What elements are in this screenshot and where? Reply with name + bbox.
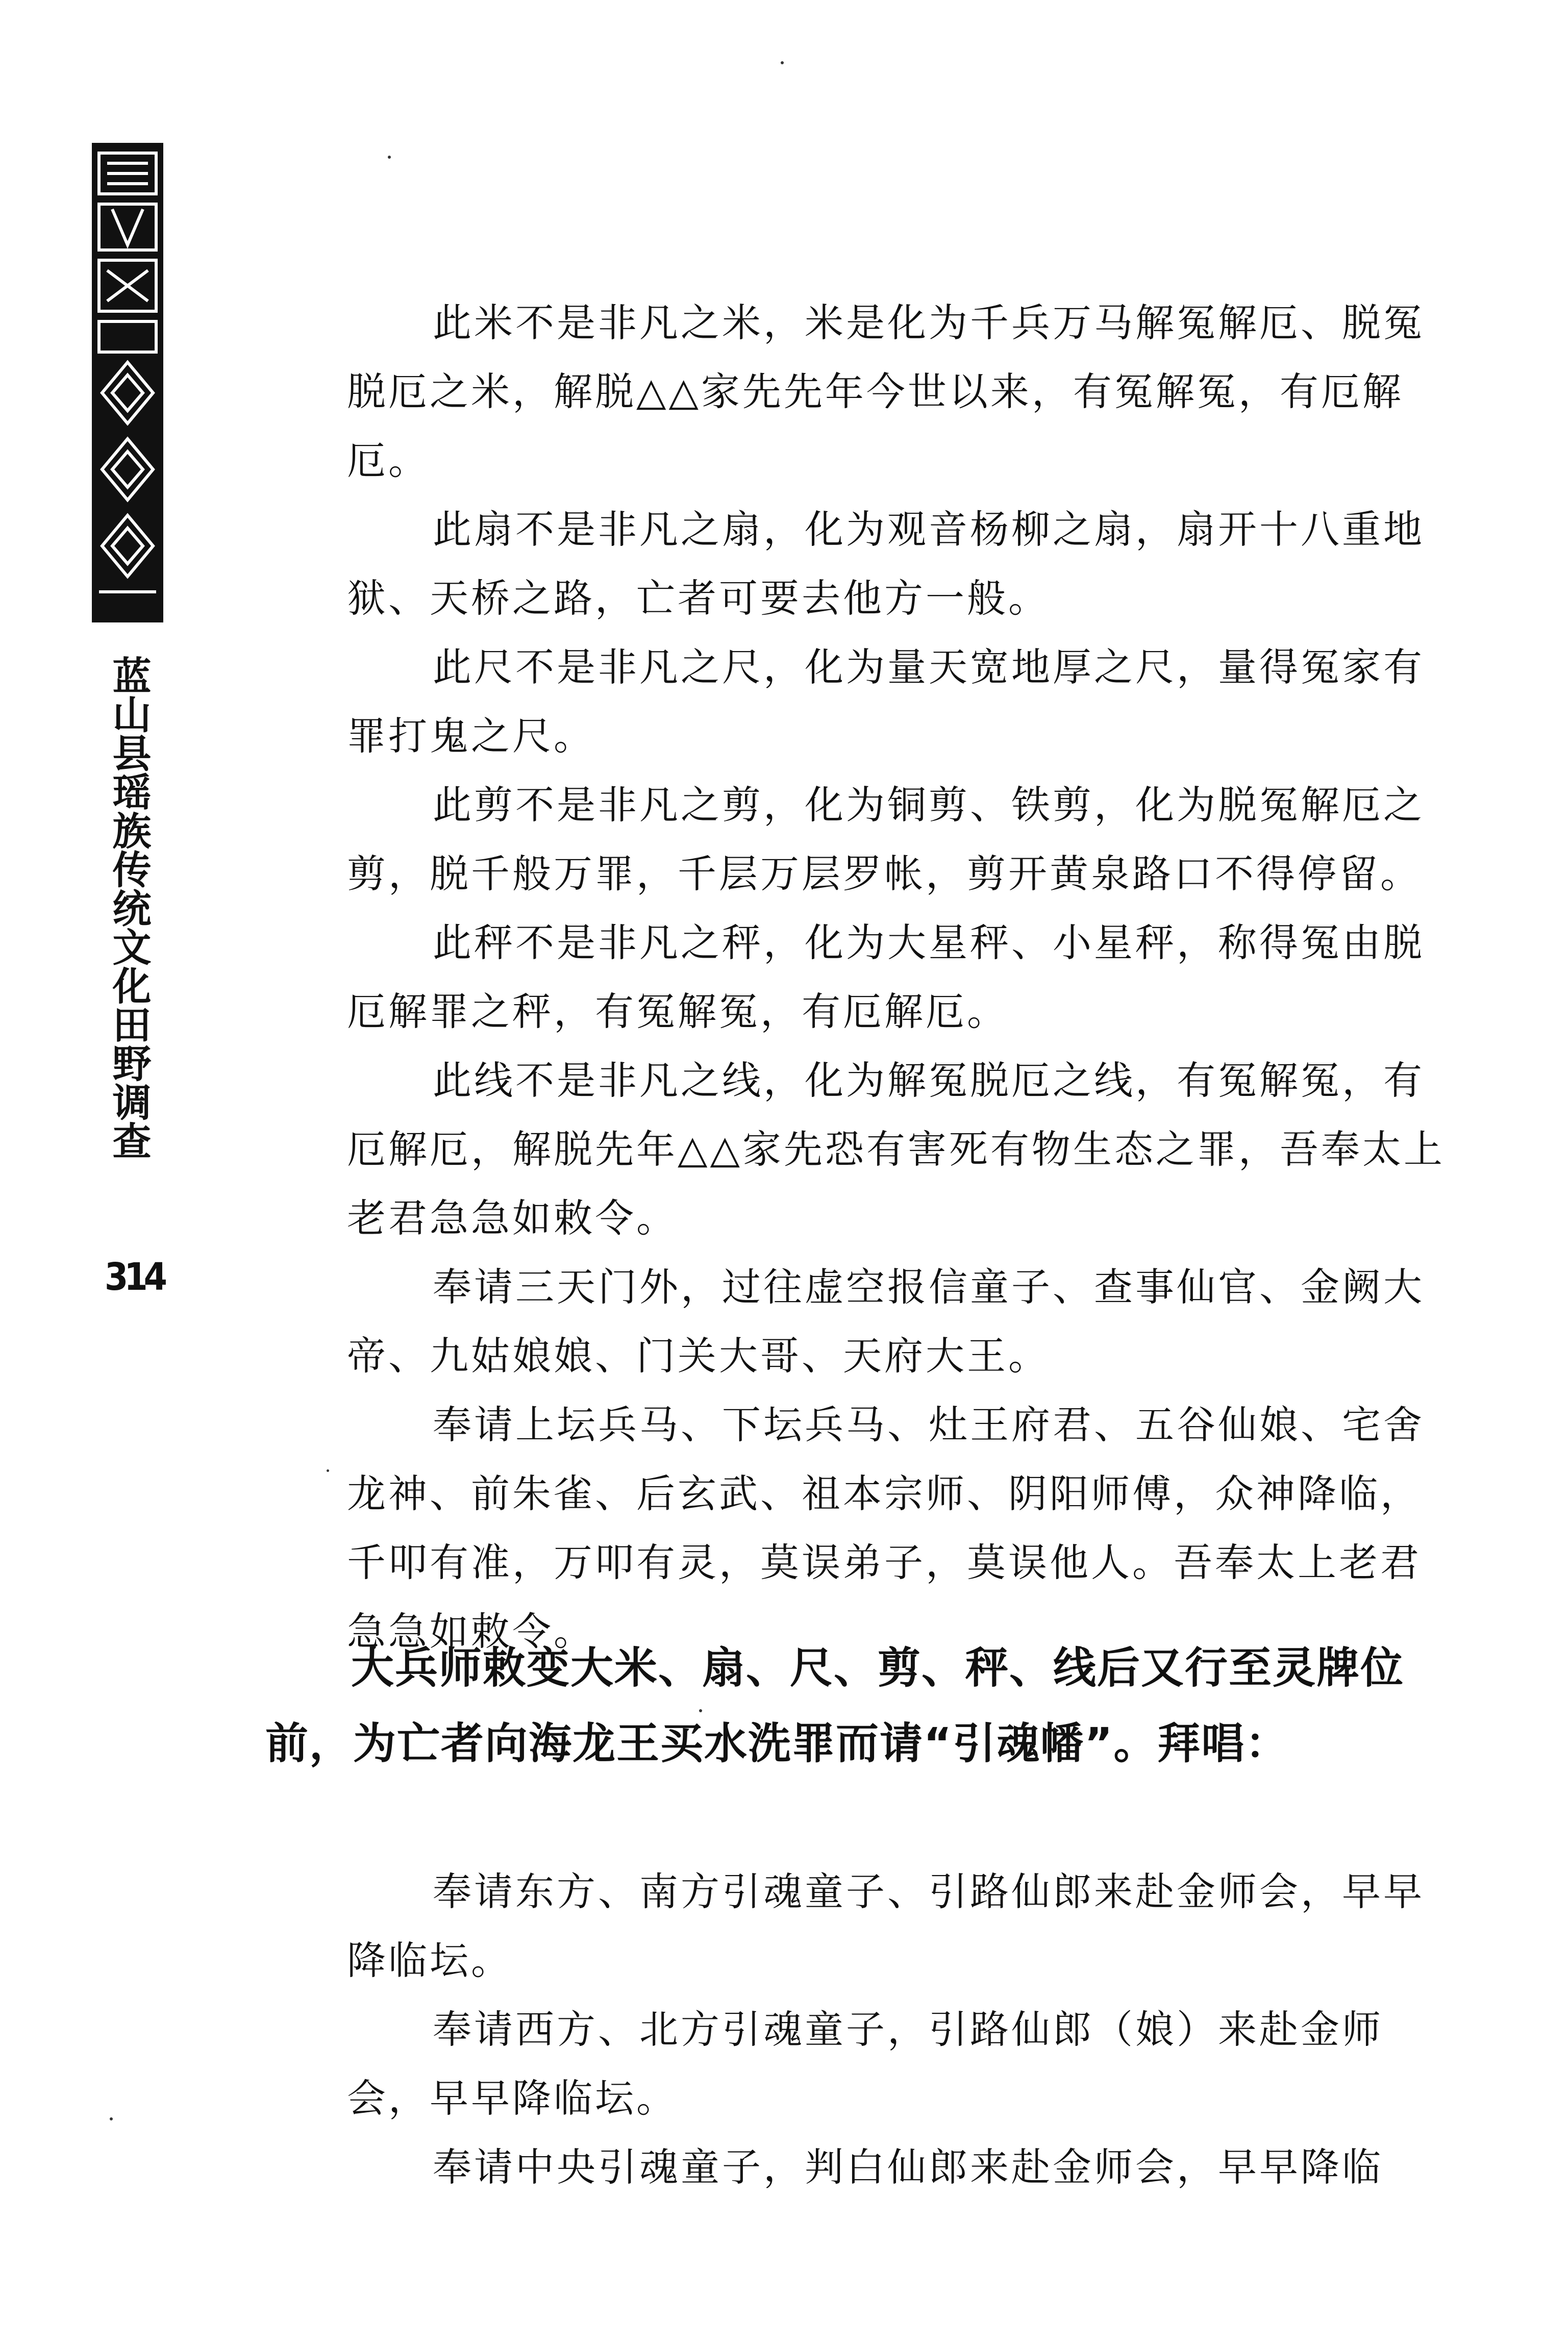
- narrative-block: [265, 1630, 1459, 1781]
- chant-block-1: [347, 288, 1459, 1666]
- paragraph: 奉请三天门外，过往虚空报信童子、查事仙官、金阙大帝、九姑娘娘、门关大哥、天府大王。: [347, 1264, 1425, 1379]
- paragraph: 此剪不是非凡之剪，化为铜剪、铁剪，化为脱冤解厄之剪，脱千般万罪，千层万层罗帐，剪开黄泉路口不得停留。: [347, 782, 1425, 896]
- paragraph: 此线不是非凡之线，化为解冤脱厄之线，有冤解冤，有厄解厄，解脱先年△△家先恐有害死有物生态之罪，吾奉太上老君急急如敕令。: [347, 1058, 1445, 1241]
- scan-speck: [699, 1709, 702, 1712]
- paragraph: 奉请上坛兵马、下坛兵马、灶王府君、五谷仙娘、宅舍龙神、前朱雀、后玄武、祖本宗师、阴阳师傅，众神降临，千叩有准，万叩有灵，莫误弟子，莫误他人。吾奉太上老君急急如敕令。: [347, 1402, 1425, 1654]
- scan-speck: [781, 61, 784, 64]
- series-title: 蓝山县瑶族传统文化田野调查: [106, 656, 152, 1160]
- paragraph: 此米不是非凡之米，米是化为千兵万马解冤解厄、脱冤脱厄之米，解脱△△家先先年今世以来，有冤解冤，有厄解厄。: [347, 300, 1425, 483]
- scan-speck: [388, 156, 391, 159]
- paragraph: 奉请东方、南方引魂童子、引路仙郎来赴金师会，早早降临坛。: [347, 1869, 1425, 1983]
- paragraph: 奉请中央引魂童子，判白仙郎来赴金师会，早早降临: [433, 2144, 1383, 2190]
- chant-block-2: [347, 1857, 1459, 2202]
- narrative-paragraph: 大兵师敕变大米、扇、尺、剪、秤、线后又行至灵牌位前，为亡者向海龙王买水洗罪而请“引魂幡”。拜唱：: [265, 1643, 1405, 1768]
- paragraph: 此秤不是非凡之秤，化为大星秤、小星秤，称得冤由脱厄解罪之秤，有冤解冤，有厄解厄。: [347, 920, 1425, 1034]
- page-number: 314: [105, 1255, 163, 1299]
- paragraph: 此扇不是非凡之扇，化为观音杨柳之扇，扇开十八重地狱、天桥之路，亡者可要去他方一般。: [347, 507, 1425, 621]
- paragraph: 奉请西方、北方引魂童子，引路仙郎（娘）来赴金师会，早早降临坛。: [347, 2007, 1383, 2121]
- scan-speck: [110, 2117, 113, 2120]
- paragraph: 此尺不是非凡之尺，化为量天宽地厚之尺，量得冤家有罪打鬼之尺。: [347, 644, 1425, 759]
- scan-speck: [327, 1469, 329, 1472]
